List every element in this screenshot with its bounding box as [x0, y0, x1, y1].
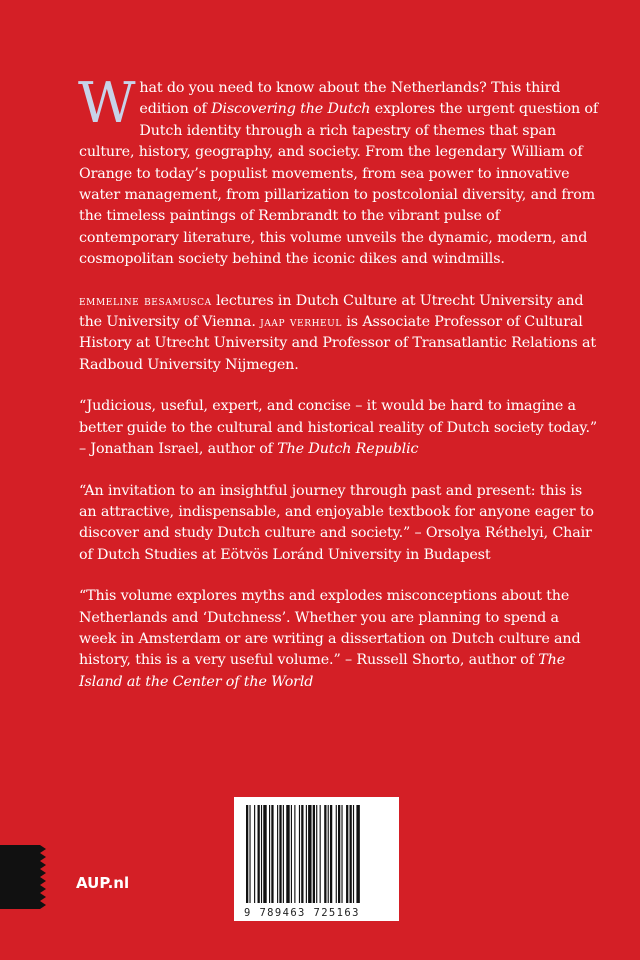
barcode-bar	[336, 805, 337, 903]
barcode-bar	[283, 805, 284, 903]
barcode-bars	[234, 797, 399, 907]
barcode-bar	[246, 805, 248, 903]
quote-work-title: The Island at the Center of the World	[79, 652, 566, 690]
barcode-bar	[341, 805, 342, 903]
author-name-1: emmeline besamusca	[79, 293, 212, 309]
author-bio	[79, 291, 599, 377]
barcode-bar	[261, 805, 262, 903]
barcode-bar	[356, 805, 359, 903]
blurb-quote-3	[79, 586, 599, 693]
barcode-bar	[338, 805, 340, 903]
bio-text-1: lectures in Dutch Culture at Utrecht University and the University of Vienna.	[79, 292, 584, 331]
barcode-bar	[279, 805, 281, 903]
barcode-bar	[299, 805, 300, 903]
book-title: Discovering the Dutch	[211, 101, 371, 118]
publisher-url[interactable]: AUP.nl	[76, 874, 130, 892]
barcode-bar	[301, 805, 303, 903]
barcode-bar	[254, 805, 255, 903]
barcode-bar	[294, 805, 295, 903]
author-name-2: jaap verheul	[260, 315, 342, 331]
barcode-bar	[350, 805, 352, 903]
barcode-bar	[286, 805, 289, 903]
isbn-barcode	[234, 797, 399, 921]
drop-cap: W	[78, 71, 136, 136]
blurb-quote-2	[79, 481, 599, 567]
quote-text: “An invitation to an insightful journey through past and present: this is an attractive, indispensable, and enjoyable textbook for anyone eager to discover and study Dutch culture and society.” – Orsolya Réthelyi, Chair of Dutch Studies at Eötvös Loránd University in Budapest	[79, 482, 594, 563]
barcode-bar	[316, 805, 317, 903]
barcode-bar	[271, 805, 273, 903]
bio-text-2: is Associate Professor of Cultural History at Utrecht University and Professor of Transatlantic Relations at Radboud University Nijmegen.	[79, 314, 596, 373]
barcode-bar	[306, 805, 307, 903]
barcode-bar	[258, 805, 260, 903]
intro-paragraph	[78, 71, 599, 271]
barcode-bar	[277, 805, 278, 903]
isbn-number: 9 789463 725163	[244, 907, 360, 919]
barcode-bar	[324, 805, 326, 903]
barcode-bar	[330, 805, 332, 903]
barcode-bar	[328, 805, 329, 903]
barcode-bar	[308, 805, 311, 903]
barcode-bar	[346, 805, 348, 903]
black-tab-mark	[0, 845, 48, 909]
barcode-bar	[249, 805, 250, 903]
blurb-quote-1	[79, 396, 599, 460]
barcode-bar	[353, 805, 354, 903]
back-cover-text	[78, 71, 599, 693]
quote-text: “This volume explores myths and explodes misconceptions about the Netherlands and ‘Dutchness’. Whether you are planning to spend a week in Amsterdam or are writing a dissertation on Dutch culture and history, this is a very useful volume.” – Russell Shorto, author of	[79, 588, 581, 669]
quote-text: “Judicious, useful, expert, and concise – it would be hard to imagine a better guide to the cultural and historical reality of Dutch society today.” – Jonathan Israel, author of	[79, 398, 598, 458]
quote-work-title: The Dutch Republic	[277, 441, 419, 458]
intro-text-1: hat do you need to know about the Netherlands? This third edition of	[139, 80, 561, 118]
barcode-bar	[269, 805, 270, 903]
barcode-bar	[263, 805, 266, 903]
barcode-bar	[313, 805, 315, 903]
barcode-bar	[291, 805, 292, 903]
intro-text-2: explores the urgent question of Dutch identity through a rich tapestry of themes that span culture, history, geography, and society. From the legendary William of Orange to today’s populist movements, from sea power to innovative water management, from pillarization to postcolonial diversity, and from the timeless paintings of Rembrandt to the vibrant pulse of contemporary literature, this volume unveils the dynamic, modern, and cosmopolitan society behind the iconic dikes and windmills.	[79, 101, 598, 268]
barcode-bar	[320, 805, 321, 903]
